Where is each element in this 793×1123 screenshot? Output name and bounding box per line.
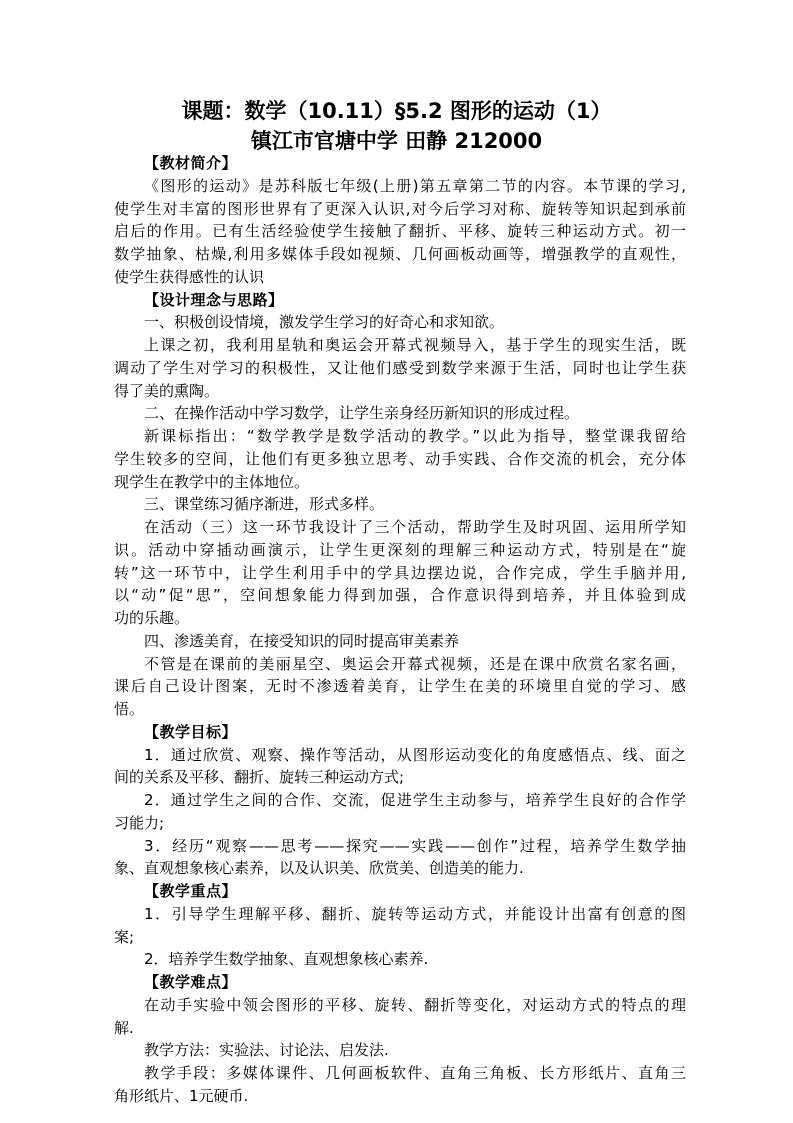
body-text-line: 悟。 (114, 700, 145, 718)
section-heading: 【教材简介】 (144, 154, 238, 172)
body-text-line: 以“动”促“思”，空间想象能力得到加强，合作意识得到培养，并且体验到成 (114, 586, 686, 605)
section-heading: 【教学目标】 (144, 722, 238, 741)
body-text-line: 数学抽象、枯燥,利用多媒体手段如视频、几何画板动画等，增强教学的直观性， (114, 245, 686, 263)
body-text-line: 启后的作用。已有生活经验使学生接触了翻折、平移、旋转三种运动方式。初一 (114, 222, 686, 241)
document-body (114, 152, 686, 1108)
body-text-line: 习能力; (114, 813, 165, 832)
section-heading: 【设计理念与思路】 (144, 290, 284, 309)
body-text-line: 识。活动中穿插动画演示，让学生更深刻的理解三种运动方式，特别是在“旋 (114, 540, 686, 559)
body-text-line: 角形纸片、1元硬币. (114, 1086, 249, 1105)
body-text-line: 四、渗透美育，在接受知识的同时提高审美素养 (144, 631, 460, 650)
body-text-line: 间的关系及平移、翻折、旋转三种运动方式; (114, 768, 405, 787)
body-text-line: 在活动（三）这一环节我设计了三个活动，帮助学生及时巩固、运用所学知 (144, 518, 686, 536)
body-text-line: 使学生获得感性的认识 (114, 267, 265, 286)
body-text-line: 使学生对丰富的图形世界有了更深入认识,对今后学习对称、旋转等知识起到承前 (114, 199, 686, 218)
body-text-line: 1．引导学生理解平移、翻折、旋转等运动方式，并能设计出富有创意的图 (144, 904, 686, 923)
body-text-line: 上课之初，我利用星轨和奥运会开幕式视频导入，基于学生的现实生活，既 (144, 336, 686, 354)
body-text-line: 功的乐趣。 (114, 609, 190, 627)
body-text-line: 教学手段：多媒体课件、几何画板软件、直角三角板、长方形纸片、直角三 (144, 1064, 686, 1082)
section-heading: 【教学难点】 (144, 973, 238, 991)
body-text-line: 教学方法：实验法、讨论法、启发法. (144, 1041, 389, 1060)
body-text-line: 三、课堂练习循序渐进，形式多样。 (144, 495, 385, 514)
body-text-line: 得了美的熏陶。 (114, 381, 220, 400)
lesson-title: 课题：数学（10.11）§5.2 图形的运动（1） (181, 99, 612, 123)
author-line: 镇江市官塘中学 田静 212000 (250, 129, 543, 153)
body-text-line: 学生较多的空间，让他们有更多独立思考、动手实践、合作交流的机会，充分体 (114, 449, 686, 468)
body-text-line: 课后自己设计图案，无时不渗透着美育，让学生在美的环境里自觉的学习、感 (114, 677, 686, 696)
body-text-line: 3．经历“观察——思考——探究——实践——创作”过程，培养学生数学抽 (144, 836, 686, 855)
body-text-line: 2．通过学生之间的合作、交流，促进学生主动参与，培养学生良好的合作学 (144, 791, 686, 809)
body-text-line: 解. (114, 1018, 134, 1037)
body-text-line: 2．培养学生数学抽象、直观想象核心素养. (144, 950, 429, 969)
body-text-line: 案; (114, 927, 135, 946)
body-text-line: 《图形的运动》是苏科版七年级(上册)第五章第二节的内容。本节课的学习, (144, 176, 686, 195)
body-text-line: 新课标指出：“数学教学是数学活动的教学。”以此为指导，整堂课我留给 (144, 427, 686, 445)
section-heading: 【教学重点】 (144, 882, 238, 900)
body-text-line: 一、积极创设情境，激发学生学习的好奇心和求知欲。 (144, 313, 505, 332)
body-text-line: 转”这一环节中，让学生利用手中的学具边摆边说，合作完成，学生手脑并用, (114, 563, 686, 582)
body-text-line: 不管是在课前的美丽星空、奥运会开幕式视频，还是在课中欣赏名家名画， (144, 654, 686, 673)
body-text-line: 现学生在教学中的主体地位。 (114, 472, 310, 491)
body-text-line: 二、在操作活动中学习数学，让学生亲身经历新知识的形成过程。 (144, 404, 580, 423)
body-text-line: 1．通过欣赏、观察、操作等活动，从图形运动变化的角度感悟点、线、面之 (144, 745, 686, 764)
body-text-line: 象、直观想象核心素养，以及认识美、欣赏美、创造美的能力. (114, 859, 524, 878)
body-text-line: 在动手实验中领会图形的平移、旋转、翻折等变化，对运动方式的特点的理 (144, 995, 686, 1014)
body-text-line: 调动了学生对学习的积极性，又让他们感受到数学来源于生活，同时也让学生获 (114, 358, 686, 377)
